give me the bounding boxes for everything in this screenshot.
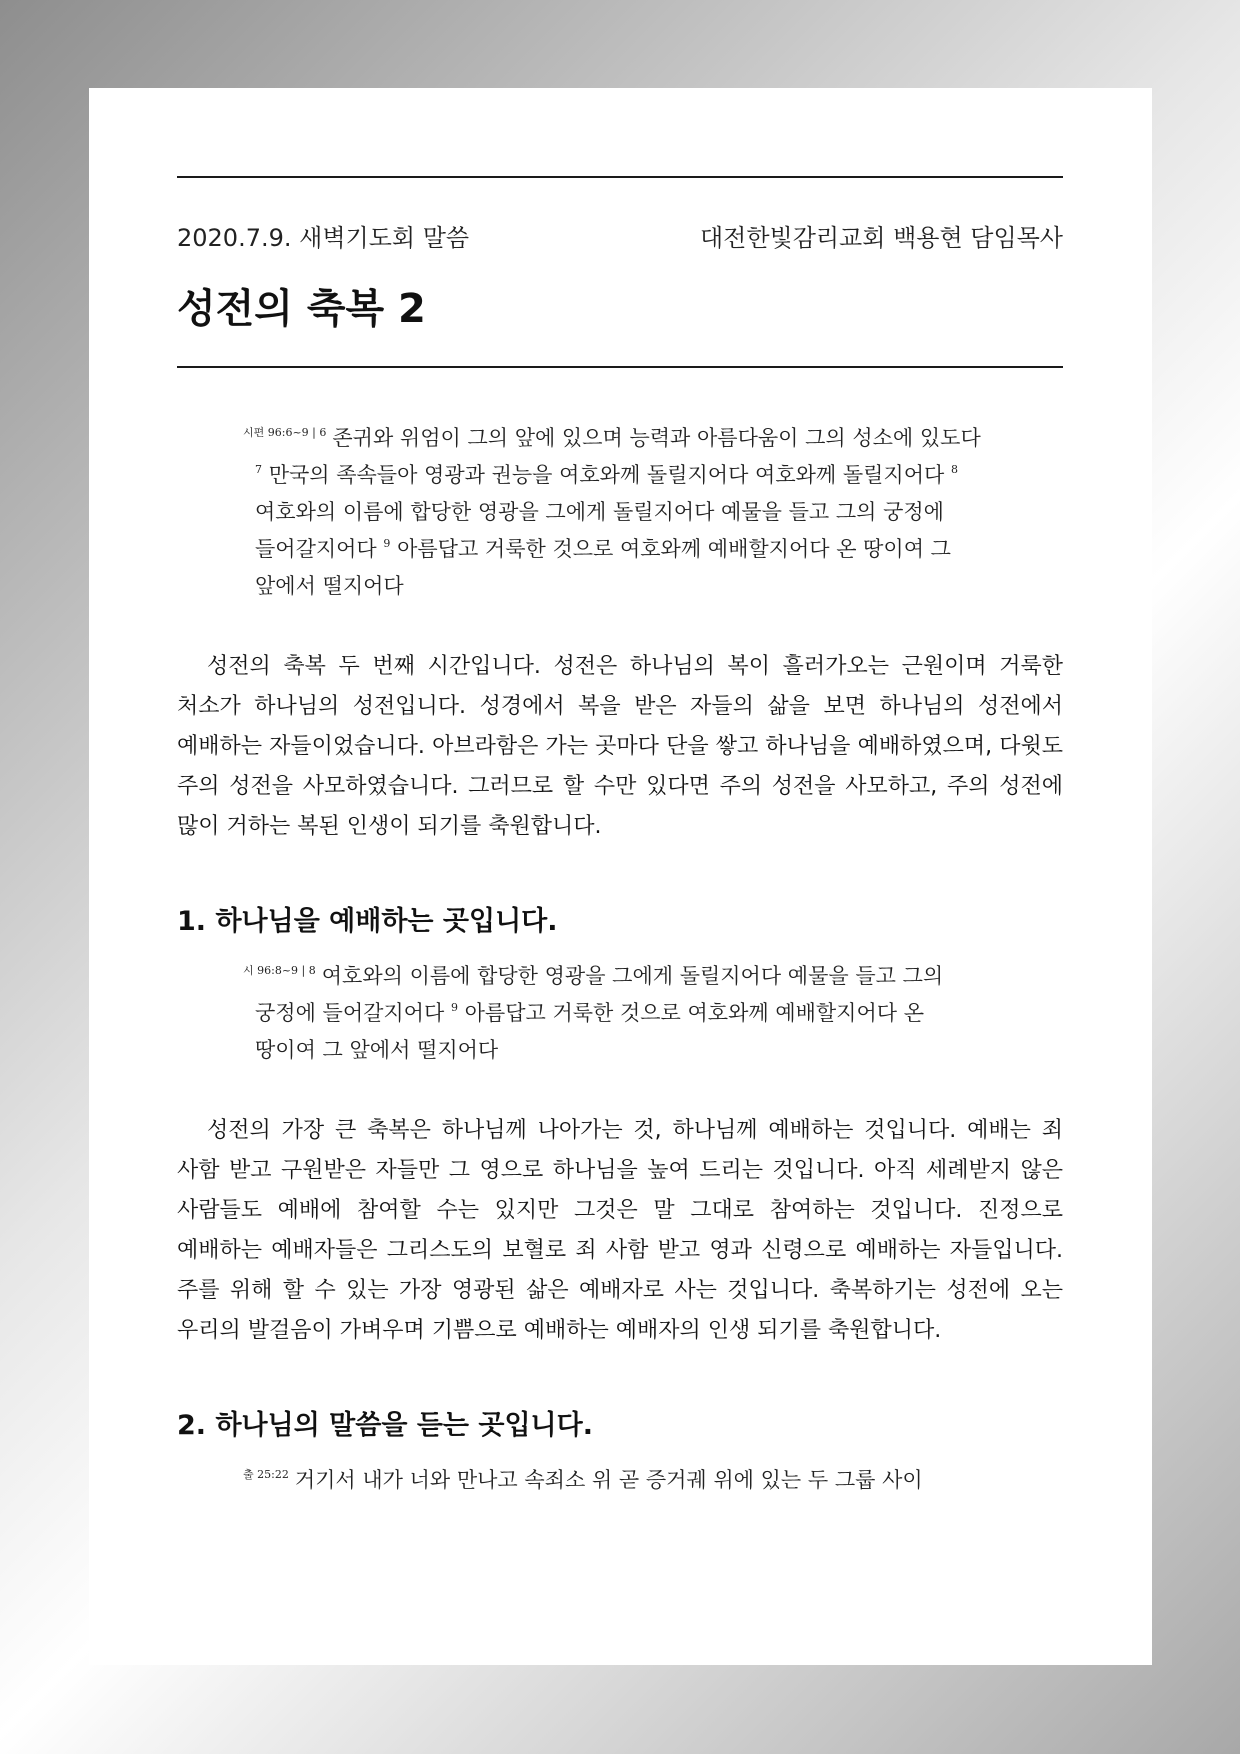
verse-reference: 시 96:8~9 | 8: [243, 964, 316, 977]
section-1-paragraph: 성전의 가장 큰 축복은 하나님께 나아가는 것, 하나님께 예배하는 것입니다. 예배는 죄 사함 받고 구원받은 자들만 그 영으로 하나님을 높여 드리는 것입니다. 아직 세례받지 않은 사람들도 예배에 참여할 수는 있지만 그것은 말 그대로 참여하는 것입니다. 진정으로 예배하는 예배자들은 그리스도의 보혈로 죄 사함 받고 영과 신령으로 예배하는 자들입니다. 주를 위해 할 수 있는 가장 영광된 삶은 예배자로 사는 것입니다. 축복하기는 성전에 오는 우리의 발걸음이 가벼우며 기쁨으로 예배하는 예배자의 인생 되기를 축원합니다.: [177, 1118, 1063, 1343]
document-page: [89, 88, 1152, 1665]
section-1-scripture: [177, 952, 1063, 1069]
service-name: 새벽기도회 말씀: [299, 224, 470, 252]
section-2-scripture: [177, 1456, 1063, 1499]
document-header: [177, 218, 1063, 253]
church-name: 대전한빛감리교회: [699, 224, 886, 252]
verse-number: 8: [950, 463, 958, 476]
sermon-date: 2020.7.9.: [177, 224, 292, 252]
top-rule: [177, 176, 1063, 178]
verse-reference: 시편 96:6~9 | 6: [243, 426, 327, 439]
verse-number: 9: [383, 537, 391, 550]
section-heading-1: 1. 하나님을 예배하는 곳입니다.: [177, 906, 558, 937]
verse-text: 여호와의 이름에 합당한 영광을 그에게 돌릴지어다 예물을 들고 그의 궁정에 들어갈지어다: [255, 500, 944, 561]
title-rule: [177, 366, 1063, 368]
verse-number: 7: [255, 463, 262, 476]
opening-scripture: [177, 414, 1063, 605]
sermon-date-service: [177, 218, 469, 253]
verse-text: 아름답고 거룩한 것으로 여호와께 예배할지어다 온 땅이여 그 앞에서 떨지어다: [255, 1001, 925, 1062]
church-pastor: [700, 218, 1063, 253]
pastor-name: 백용현 담임목사: [893, 224, 1063, 252]
verse-text: 여호와의 이름에 합당한 영광을 그에게 돌릴지어다 예물을 들고 그의 궁정에 들어갈지어다: [255, 964, 944, 1025]
section-heading-2: 2. 하나님의 말씀을 듣는 곳입니다.: [177, 1410, 593, 1441]
verse-text: 거기서 내가 너와 만나고 속죄소 위 곧 증거궤 위에 있는 두 그룹 사이: [294, 1468, 923, 1492]
document-content: [177, 176, 1063, 1499]
verse-text: 만국의 족속들아 영광과 권능을 여호와께 돌릴지어다 여호와께 돌릴지어다: [268, 463, 945, 487]
verse-number: 9: [450, 1001, 458, 1014]
page-title: 성전의 축복 2: [177, 286, 426, 332]
intro-paragraph: 성전의 축복 두 번째 시간입니다. 성전은 하나님의 복이 흘러가오는 근원이며 거룩한 처소가 하나님의 성전입니다. 성경에서 복을 받은 자들의 삶을 보면 하나님의 성전에서 예배하는 자들이었습니다. 아브라함은 가는 곳마다 단을 쌓고 하나님을 예배하였으며, 다윗도 주의 성전을 사모하였습니다. 그러므로 할 수만 있다면 주의 성전을 사모하고, 주의 성전에 많이 거하는 복된 인생이 되기를 축원합니다.: [177, 654, 1063, 839]
verse-reference: 출 25:22: [243, 1468, 289, 1481]
verse-text: 존귀와 위엄이 그의 앞에 있으며 능력과 아름다움이 그의 성소에 있도다: [332, 426, 981, 450]
verse-text: 아름답고 거룩한 것으로 여호와께 예배할지어다 온 땅이여 그 앞에서 떨지어다: [255, 537, 951, 598]
